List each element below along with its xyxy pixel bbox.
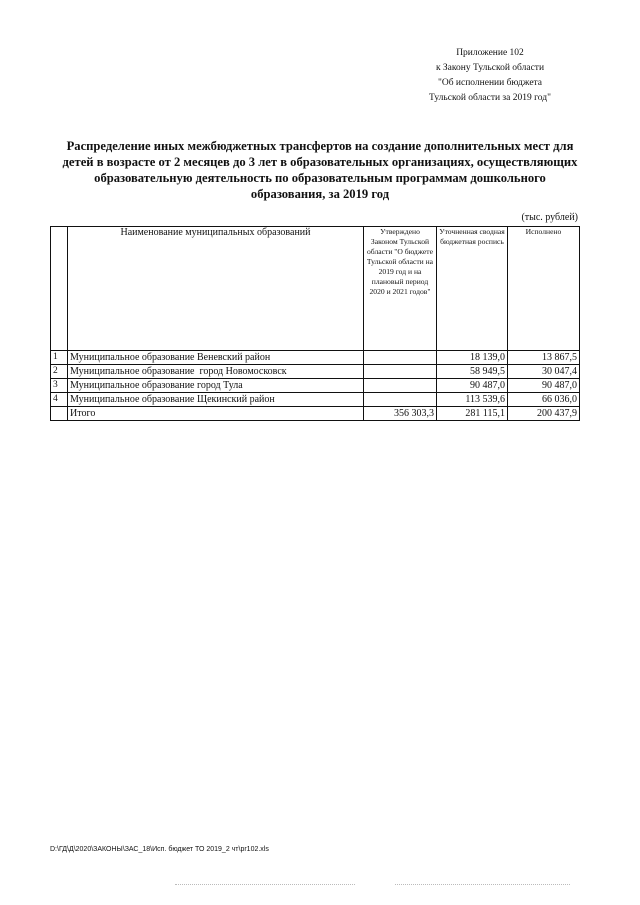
header-executed: Исполнено <box>508 227 580 351</box>
total-executed: 200 437,9 <box>508 407 580 421</box>
appendix-line: к Закону Тульской области <box>435 63 545 73</box>
total-refined: 281 115,1 <box>437 407 508 421</box>
total-index <box>51 407 68 421</box>
appendix-line: "Об исполнении бюджета <box>437 78 543 88</box>
header-approved: Утверждено Законом Тульской области "О бюджете Тульской области на 2019 год и на плановый период 2020 и 2021 годов" <box>364 227 437 351</box>
title-line: образовательную деятельность по образовательным программам дошкольного <box>94 171 546 185</box>
title-line: Распределение иных межбюджетных трансфертов на создание дополнительных мест для <box>66 139 574 153</box>
table-row <box>51 393 580 407</box>
row-refined: 58 949,5 <box>437 365 508 379</box>
file-path-footer: D:\ГД\Д\2020\ЗАКОНЫ\ЗАС_18\Исп. бюджет ТО 2019_2 чт\pr102.xls <box>50 846 269 853</box>
row-approved <box>364 365 437 379</box>
scan-artifact-line <box>395 884 570 885</box>
table-header-row <box>51 227 580 351</box>
scan-artifact-line <box>175 884 355 885</box>
row-executed: 30 047,4 <box>508 365 580 379</box>
row-refined: 90 487,0 <box>437 379 508 393</box>
header-refined: Уточненная сводная бюджетная роспись <box>437 227 508 351</box>
row-index: 3 <box>51 379 68 393</box>
total-approved: 356 303,3 <box>364 407 437 421</box>
row-approved <box>364 351 437 365</box>
table-row <box>51 365 580 379</box>
row-executed: 90 487,0 <box>508 379 580 393</box>
row-approved <box>364 393 437 407</box>
header-municipality: Наименование муниципальных образований <box>68 227 364 351</box>
row-executed: 66 036,0 <box>508 393 580 407</box>
transfers-table <box>50 226 580 421</box>
row-municipality: Муниципальное образование Веневский район <box>68 351 364 365</box>
appendix-line: Тульской области за 2019 год" <box>429 93 551 103</box>
row-index: 4 <box>51 393 68 407</box>
title-line: детей в возрасте от 2 месяцев до 3 лет в образовательных организациях, осуществляющих <box>62 155 578 169</box>
header-index <box>51 227 68 351</box>
row-approved <box>364 379 437 393</box>
units-label: (тыс. рублей) <box>521 212 578 223</box>
row-refined: 18 139,0 <box>437 351 508 365</box>
row-refined: 113 539,6 <box>437 393 508 407</box>
row-executed: 13 867,5 <box>508 351 580 365</box>
appendix-header <box>400 46 580 106</box>
table-total-row <box>51 407 580 421</box>
appendix-line: Приложение 102 <box>456 48 524 58</box>
row-index: 2 <box>51 365 68 379</box>
table-row <box>51 351 580 365</box>
row-index: 1 <box>51 351 68 365</box>
table-row <box>51 379 580 393</box>
row-municipality: Муниципальное образование город Новомосковск <box>68 365 364 379</box>
row-municipality: Муниципальное образование город Тула <box>68 379 364 393</box>
row-municipality: Муниципальное образование Щекинский район <box>68 393 364 407</box>
title-line: образования, за 2019 год <box>250 187 390 201</box>
total-label: Итого <box>68 407 364 421</box>
document-title <box>50 138 590 202</box>
